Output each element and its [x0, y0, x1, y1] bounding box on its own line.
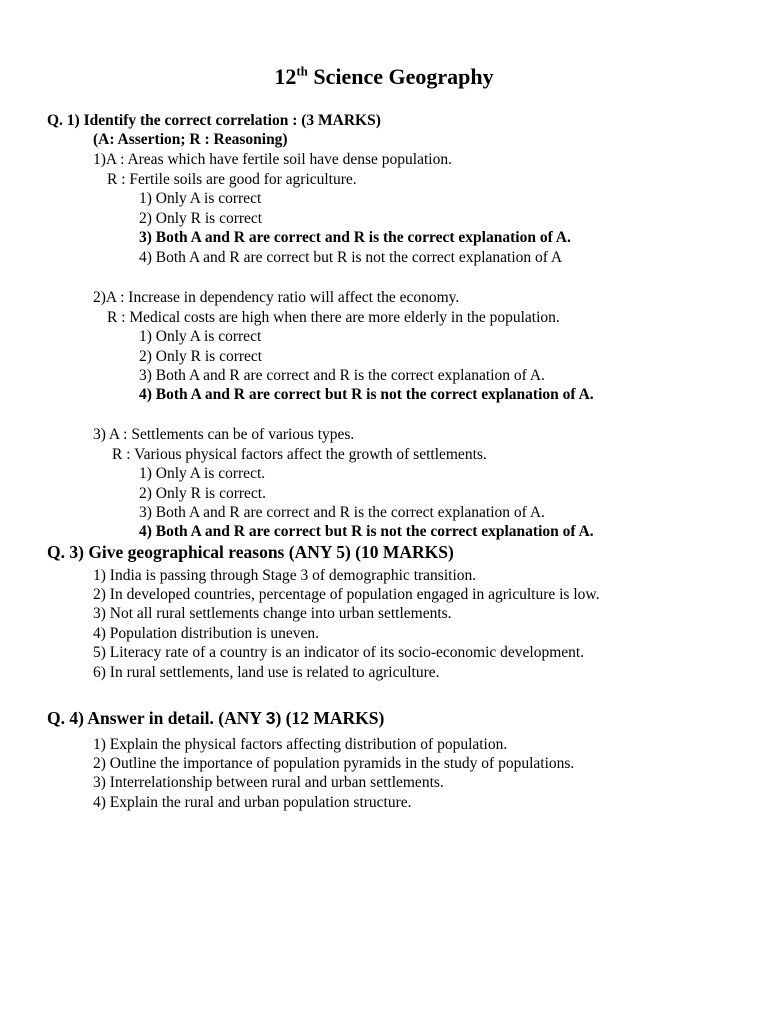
document-title [0, 64, 768, 90]
title-text: Science Geography [307, 64, 494, 89]
q1-item1-reason: R : Fertile soils are good for agriculture. [107, 171, 357, 188]
title-number: 12 [274, 64, 297, 89]
q1-item3-option4-answer: 4) Both A and R are correct but R is not the correct explanation of A. [139, 523, 594, 540]
q3-item3: 3) Not all rural settlements change into urban settlements. [93, 605, 452, 622]
q1-item2-option3: 3) Both A and R are correct and R is the correct explanation of A. [139, 367, 545, 384]
q4-heading-post: ) (12 MARKS) [275, 708, 385, 728]
q4-heading-num: 3 [265, 708, 276, 728]
q1-subheading: (A: Assertion; R : Reasoning) [93, 131, 288, 148]
q3-item6: 6) In rural settlements, land use is related to agriculture. [93, 664, 440, 681]
q4-item1: 1) Explain the physical factors affecting distribution of population. [93, 736, 508, 753]
q4-heading [47, 709, 384, 728]
q1-item3-assertion: 3) A : Settlements can be of various types. [93, 426, 355, 443]
title-superscript: th [296, 63, 308, 79]
q3-item4: 4) Population distribution is uneven. [93, 625, 320, 642]
q4-heading-pre: Q. 4) Answer in detail. (ANY [47, 708, 266, 728]
q1-item1-option1: 1) Only A is correct [139, 190, 262, 207]
q1-item3-reason: R : Various physical factors affect the growth of settlements. [112, 446, 487, 463]
q4-item4: 4) Explain the rural and urban population structure. [93, 794, 412, 811]
q3-item2: 2) In developed countries, percentage of population engaged in agriculture is low. [93, 586, 600, 603]
q1-item1-assertion: 1)A : Areas which have fertile soil have dense population. [93, 151, 452, 168]
q1-item2-reason: R : Medical costs are high when there are more elderly in the population. [107, 309, 560, 326]
q1-item2-option4-answer: 4) Both A and R are correct but R is not the correct explanation of A. [139, 386, 594, 403]
q1-item1-option4: 4) Both A and R are correct but R is not the correct explanation of A [139, 249, 563, 266]
q4-item3: 3) Interrelationship between rural and urban settlements. [93, 774, 444, 791]
q1-item2-option2: 2) Only R is correct [139, 348, 263, 365]
q3-heading: Q. 3) Give geographical reasons (ANY 5) (10 MARKS) [47, 542, 454, 562]
q1-item3-option3: 3) Both A and R are correct and R is the correct explanation of A. [139, 504, 545, 521]
q1-item2-assertion: 2)A : Increase in dependency ratio will affect the economy. [93, 289, 460, 306]
q3-item5: 5) Literacy rate of a country is an indicator of its socio-economic development. [93, 644, 585, 661]
q4-item2: 2) Outline the importance of population pyramids in the study of populations. [93, 755, 575, 772]
q1-item1-option2: 2) Only R is correct [139, 210, 263, 227]
q1-item3-option2: 2) Only R is correct. [139, 485, 266, 502]
q3-item1: 1) India is passing through Stage 3 of demographic transition. [93, 567, 477, 584]
q1-item1-option3-answer: 3) Both A and R are correct and R is the correct explanation of A. [139, 229, 571, 246]
q1-item3-option1: 1) Only A is correct. [139, 465, 266, 482]
q1-heading: Q. 1) Identify the correct correlation : (3 MARKS) [47, 112, 381, 129]
q1-item2-option1: 1) Only A is correct [139, 328, 262, 345]
